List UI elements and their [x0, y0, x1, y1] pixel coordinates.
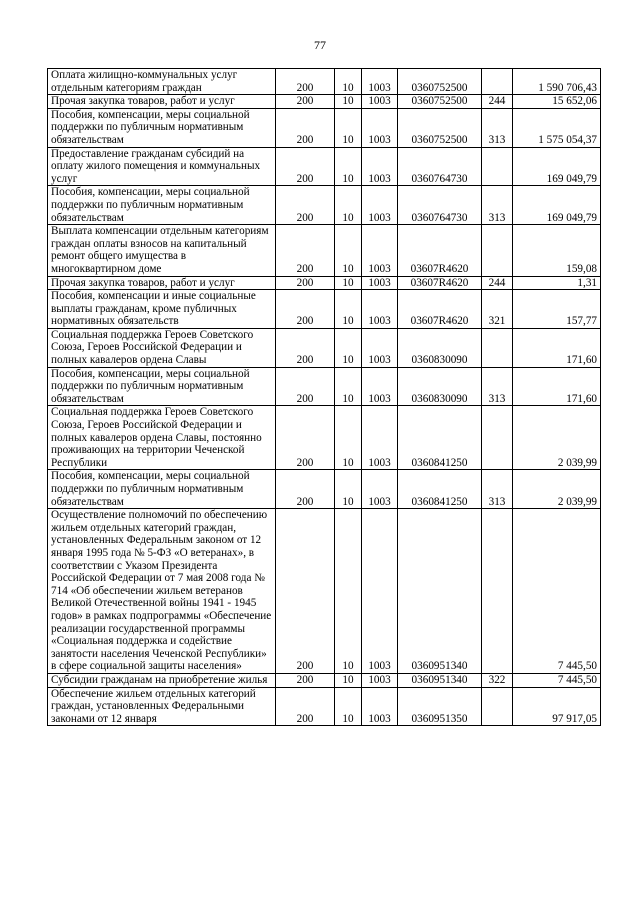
- row-ministry-code: 200: [276, 108, 335, 147]
- row-section-code: 10: [335, 276, 362, 290]
- row-name: Пособия, компенсации, меры социальной поддержки по публичным нормативным обязательствам: [48, 108, 276, 147]
- row-section-code: 10: [335, 225, 362, 276]
- row-amount: 169 049,79: [513, 186, 601, 225]
- row-name: Осуществление полномочий по обеспечению жильем отдельных категорий граждан, установленных Федеральным законом от 12 января 1995 года № 5-ФЗ «О ветеранах», в соответствии с Указом Президента Российской Федерации от 7 мая 2008 года № 714 «Об обеспечении жильем ветеранов Великой Отечественной войны 1941 - 1945 годов» в рамках подпрограммы «Обеспечение реализации государственной программы «Социальная поддержка и содействие занятости населения Чеченской Республики» в сфере социальной защиты населения»: [48, 509, 276, 674]
- row-expense-type-code: 244: [482, 95, 513, 109]
- row-ministry-code: 200: [276, 687, 335, 726]
- row-section-code: 10: [335, 687, 362, 726]
- budget-table-body: [48, 69, 601, 726]
- row-amount: 7 445,50: [513, 509, 601, 674]
- row-section-code: 10: [335, 290, 362, 329]
- row-amount: 2 039,99: [513, 406, 601, 470]
- row-target-article-code: 0360841250: [398, 406, 482, 470]
- row-target-article-code: 0360951340: [398, 673, 482, 687]
- row-section-code: 10: [335, 69, 362, 95]
- row-name: Предоставление гражданам субсидий на оплату жилого помещения и коммунальных услуг: [48, 147, 276, 186]
- row-ministry-code: 200: [276, 276, 335, 290]
- table-row: [48, 687, 601, 726]
- row-section-code: 10: [335, 470, 362, 509]
- table-row: [48, 186, 601, 225]
- row-ministry-code: 200: [276, 673, 335, 687]
- row-subsection-code: 1003: [362, 276, 398, 290]
- table-row: [48, 328, 601, 367]
- row-subsection-code: 1003: [362, 186, 398, 225]
- row-expense-type-code: [482, 406, 513, 470]
- table-row: [48, 406, 601, 470]
- row-section-code: 10: [335, 673, 362, 687]
- table-row: [48, 470, 601, 509]
- row-ministry-code: 200: [276, 328, 335, 367]
- table-row: [48, 95, 601, 109]
- row-section-code: 10: [335, 147, 362, 186]
- page-number: 77: [314, 38, 326, 52]
- row-ministry-code: 200: [276, 367, 335, 406]
- row-name: Прочая закупка товаров, работ и услуг: [48, 276, 276, 290]
- row-amount: 157,77: [513, 290, 601, 329]
- table-row: [48, 367, 601, 406]
- row-amount: 1 590 706,43: [513, 69, 601, 95]
- row-target-article-code: 0360830090: [398, 367, 482, 406]
- row-subsection-code: 1003: [362, 406, 398, 470]
- row-subsection-code: 1003: [362, 225, 398, 276]
- row-amount: 97 917,05: [513, 687, 601, 726]
- row-subsection-code: 1003: [362, 328, 398, 367]
- table-row: [48, 69, 601, 95]
- row-ministry-code: 200: [276, 470, 335, 509]
- row-name: Пособия, компенсации и иные социальные выплаты гражданам, кроме публичных нормативных обязательств: [48, 290, 276, 329]
- row-expense-type-code: 244: [482, 276, 513, 290]
- row-expense-type-code: 313: [482, 367, 513, 406]
- row-expense-type-code: 313: [482, 470, 513, 509]
- row-target-article-code: 0360951340: [398, 509, 482, 674]
- row-target-article-code: 0360841250: [398, 470, 482, 509]
- row-target-article-code: 0360764730: [398, 147, 482, 186]
- row-amount: 1 575 054,37: [513, 108, 601, 147]
- row-expense-type-code: [482, 225, 513, 276]
- row-expense-type-code: [482, 69, 513, 95]
- row-subsection-code: 1003: [362, 673, 398, 687]
- row-target-article-code: 0360951350: [398, 687, 482, 726]
- row-expense-type-code: [482, 147, 513, 186]
- row-amount: 159,08: [513, 225, 601, 276]
- row-amount: 15 652,06: [513, 95, 601, 109]
- row-name: Пособия, компенсации, меры социальной поддержки по публичным нормативным обязательствам: [48, 186, 276, 225]
- row-expense-type-code: [482, 509, 513, 674]
- table-row: [48, 147, 601, 186]
- row-ministry-code: 200: [276, 509, 335, 674]
- row-ministry-code: 200: [276, 225, 335, 276]
- row-amount: 2 039,99: [513, 470, 601, 509]
- row-subsection-code: 1003: [362, 95, 398, 109]
- row-subsection-code: 1003: [362, 290, 398, 329]
- row-section-code: 10: [335, 95, 362, 109]
- row-ministry-code: 200: [276, 186, 335, 225]
- row-subsection-code: 1003: [362, 69, 398, 95]
- row-target-article-code: 03607R4620: [398, 276, 482, 290]
- row-amount: 1,31: [513, 276, 601, 290]
- row-name: Пособия, компенсации, меры социальной поддержки по публичным нормативным обязательствам: [48, 470, 276, 509]
- row-section-code: 10: [335, 509, 362, 674]
- row-amount: 169 049,79: [513, 147, 601, 186]
- row-expense-type-code: 313: [482, 186, 513, 225]
- row-name: Пособия, компенсации, меры социальной поддержки по публичным нормативным обязательствам: [48, 367, 276, 406]
- row-ministry-code: 200: [276, 406, 335, 470]
- row-expense-type-code: 321: [482, 290, 513, 329]
- row-subsection-code: 1003: [362, 108, 398, 147]
- row-ministry-code: 200: [276, 69, 335, 95]
- row-target-article-code: 0360752500: [398, 69, 482, 95]
- table-row: [48, 290, 601, 329]
- row-target-article-code: 0360752500: [398, 108, 482, 147]
- table-row: [48, 108, 601, 147]
- row-target-article-code: 0360764730: [398, 186, 482, 225]
- row-name: Оплата жилищно-коммунальных услуг отдельным категориям граждан: [48, 69, 276, 95]
- row-subsection-code: 1003: [362, 470, 398, 509]
- row-section-code: 10: [335, 108, 362, 147]
- row-name: Социальная поддержка Героев Советского Союза, Героев Российской Федерации и полных кавалеров ордена Славы, постоянно проживающих на территории Чеченской Республики: [48, 406, 276, 470]
- row-subsection-code: 1003: [362, 147, 398, 186]
- row-target-article-code: 03607R4620: [398, 290, 482, 329]
- table-row: [48, 509, 601, 674]
- table-row: [48, 225, 601, 276]
- row-name: Выплата компенсации отдельным категориям граждан оплаты взносов на капитальный ремонт общего имущества в многоквартирном доме: [48, 225, 276, 276]
- row-section-code: 10: [335, 328, 362, 367]
- row-subsection-code: 1003: [362, 687, 398, 726]
- row-expense-type-code: 313: [482, 108, 513, 147]
- row-ministry-code: 200: [276, 147, 335, 186]
- row-name: Субсидии гражданам на приобретение жилья: [48, 673, 276, 687]
- row-target-article-code: 0360830090: [398, 328, 482, 367]
- table-row: [48, 673, 601, 687]
- row-section-code: 10: [335, 367, 362, 406]
- row-expense-type-code: 322: [482, 673, 513, 687]
- row-section-code: 10: [335, 406, 362, 470]
- row-amount: 171,60: [513, 367, 601, 406]
- row-ministry-code: 200: [276, 95, 335, 109]
- row-subsection-code: 1003: [362, 509, 398, 674]
- row-amount: 7 445,50: [513, 673, 601, 687]
- row-target-article-code: 03607R4620: [398, 225, 482, 276]
- row-expense-type-code: [482, 328, 513, 367]
- row-subsection-code: 1003: [362, 367, 398, 406]
- row-target-article-code: 0360752500: [398, 95, 482, 109]
- budget-table: [47, 68, 601, 726]
- row-name: Социальная поддержка Героев Советского Союза, Героев Российской Федерации и полных кавалеров ордена Славы: [48, 328, 276, 367]
- row-name: Прочая закупка товаров, работ и услуг: [48, 95, 276, 109]
- table-row: [48, 276, 601, 290]
- row-amount: 171,60: [513, 328, 601, 367]
- row-ministry-code: 200: [276, 290, 335, 329]
- row-expense-type-code: [482, 687, 513, 726]
- row-section-code: 10: [335, 186, 362, 225]
- row-name: Обеспечение жильем отдельных категорий граждан, установленных Федеральными законами от 12 января: [48, 687, 276, 726]
